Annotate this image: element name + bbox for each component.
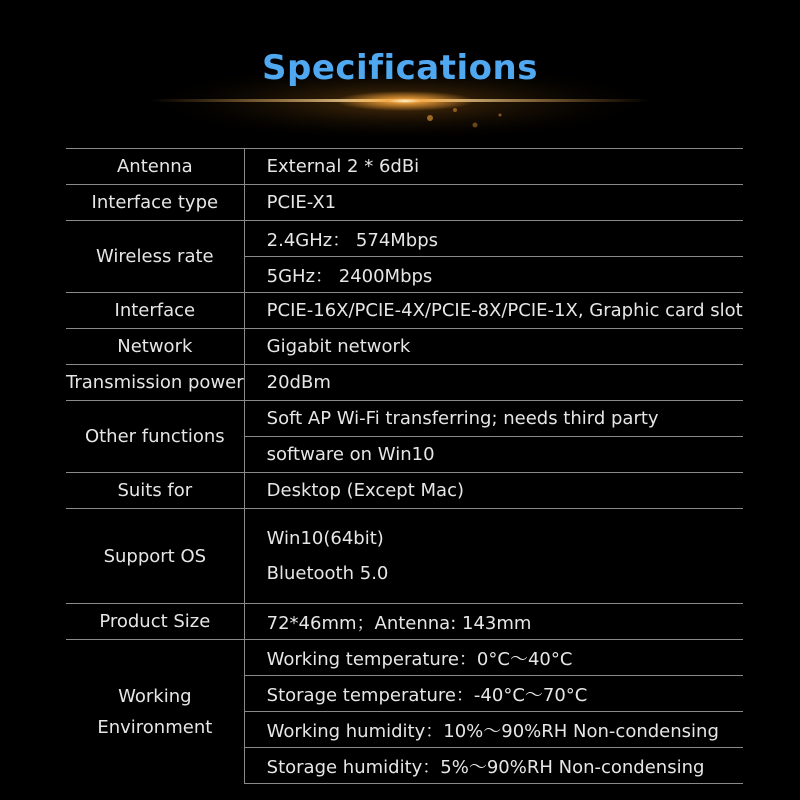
spec-value-other-functions-line2: software on Win10 xyxy=(244,437,743,473)
spec-label-working-environment-line2: Environment xyxy=(97,716,213,738)
table-row xyxy=(66,329,743,365)
spec-value-transmission-power: 20dBm xyxy=(244,365,743,401)
table-row xyxy=(66,365,743,401)
table-row xyxy=(66,473,743,509)
spec-value-other-functions-line1: Soft AP Wi-Fi transferring; needs third party xyxy=(244,401,743,437)
spec-label-working-environment xyxy=(66,640,244,784)
spec-value-support-os-line1: Win10(64bit) xyxy=(266,528,384,549)
spec-label-transmission-power: Transmission power xyxy=(66,365,244,401)
spec-value-storage-temperature: Storage temperature：-40°C～70°C xyxy=(244,676,743,712)
spec-value-storage-humidity: Storage humidity：5%～90%RH Non-condensing xyxy=(244,748,743,784)
spec-label-interface: Interface xyxy=(66,293,244,329)
spec-label-network: Network xyxy=(66,329,244,365)
spec-label-antenna: Antenna xyxy=(66,149,244,185)
spec-value-interface-type: PCIE-X1 xyxy=(244,185,743,221)
spec-label-other-functions: Other functions xyxy=(66,401,244,473)
spec-label-product-size: Product Size xyxy=(66,604,244,640)
spec-label-wireless-rate: Wireless rate xyxy=(66,221,244,293)
table-row xyxy=(66,509,743,604)
table-row xyxy=(66,149,743,185)
spec-value-network: Gigabit network xyxy=(244,329,743,365)
table-row xyxy=(66,604,743,640)
spec-value-interface: PCIE-16X/PCIE-4X/PCIE-8X/PCIE-1X, Graphic card slot xyxy=(244,293,743,329)
page-title: Specifications xyxy=(262,48,538,88)
spec-value-antenna: External 2 * 6dBi xyxy=(244,149,743,185)
spec-value-support-os-line2: Bluetooth 5.0 xyxy=(266,563,389,584)
table-row xyxy=(66,293,743,329)
spec-label-interface-type: Interface type xyxy=(66,185,244,221)
spec-value-suits-for: Desktop (Except Mac) xyxy=(244,473,743,509)
spec-value-working-temperature: Working temperature：0°C～40°C xyxy=(244,640,743,676)
spec-label-suits-for: Suits for xyxy=(66,473,244,509)
table-row xyxy=(66,640,743,676)
table-row xyxy=(66,401,743,437)
spec-value-working-humidity: Working humidity：10%～90%RH Non-condensing xyxy=(244,712,743,748)
spec-value-wireless-rate-24ghz: 2.4GHz： 574Mbps xyxy=(244,221,743,257)
spec-value-product-size: 72*46mm；Antenna: 143mm xyxy=(244,604,743,640)
table-row xyxy=(66,185,743,221)
specifications-table xyxy=(66,148,743,784)
spec-label-support-os: Support OS xyxy=(66,509,244,604)
spec-value-support-os xyxy=(244,509,743,604)
spec-label-working-environment-line1: Working xyxy=(118,685,192,707)
spec-value-wireless-rate-5ghz: 5GHz： 2400Mbps xyxy=(244,257,743,293)
table-row xyxy=(66,221,743,257)
